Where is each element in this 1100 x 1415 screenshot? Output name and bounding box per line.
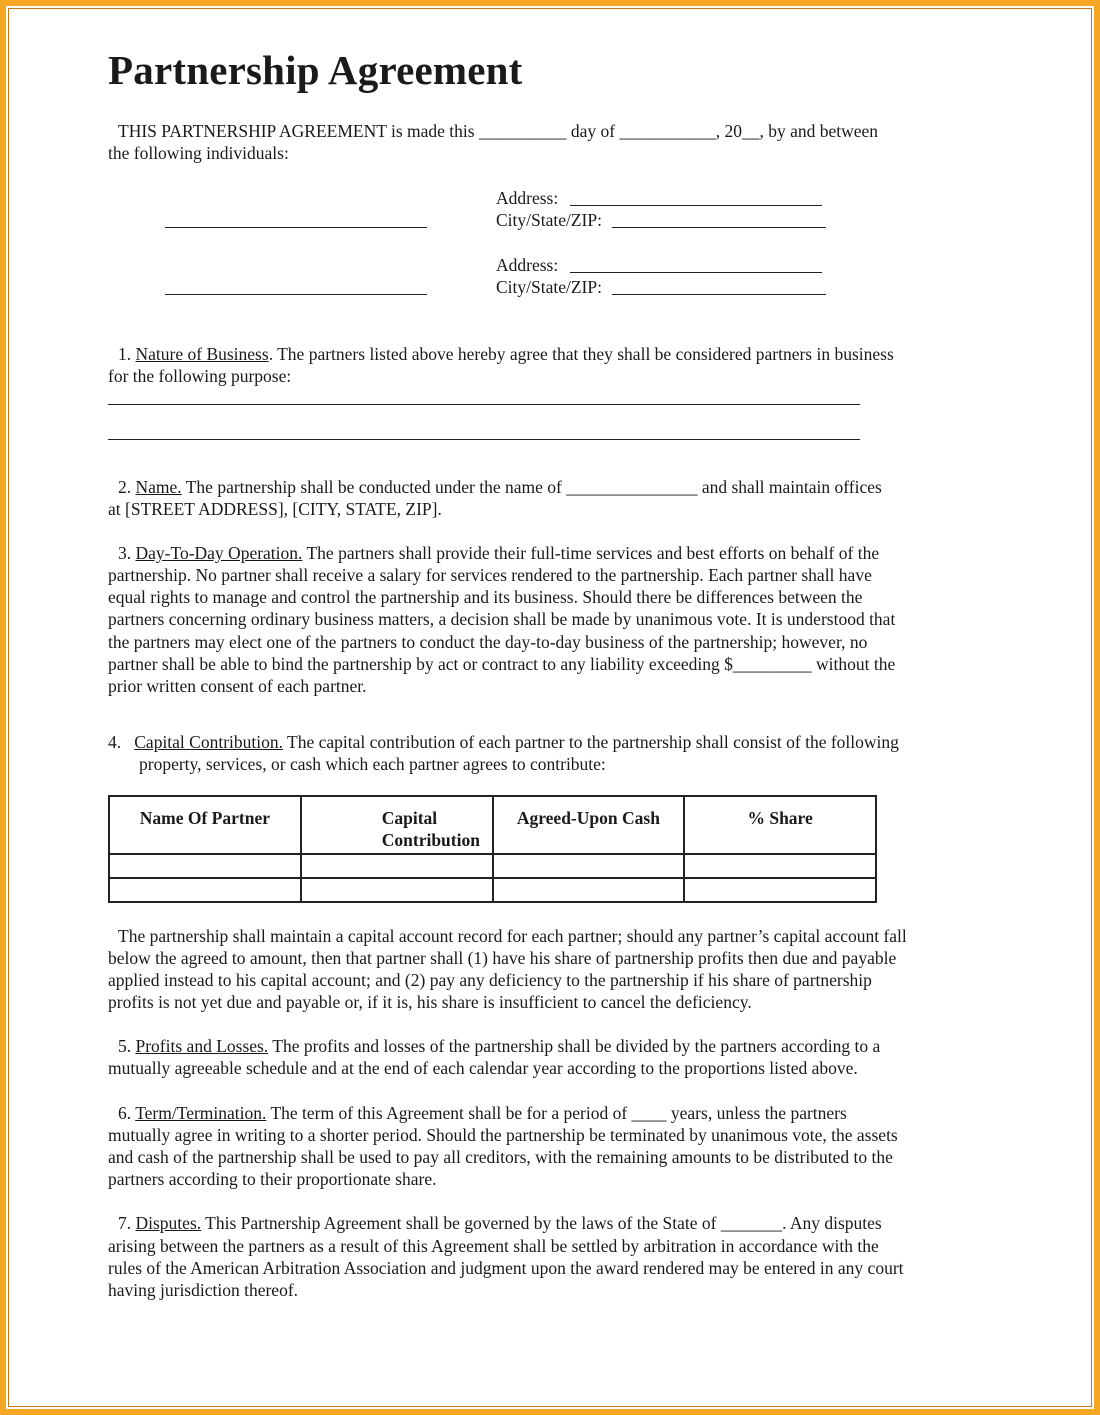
section-4-heading: Capital Contribution. [134, 732, 283, 752]
partner-2-address-label: Address: [496, 255, 559, 275]
section-3-line: equal rights to manage and control the partnership and its business. Should there be differences between the [108, 587, 863, 607]
section-2-line-2: at [STREET ADDRESS], [CITY, STATE, ZIP]. [108, 499, 442, 519]
section-6-text: The term of this Agreement shall be for a period of ____ years, unless the partners [266, 1103, 847, 1123]
section-7-heading: Disputes. [135, 1213, 202, 1233]
section-3-number: 3. [118, 543, 132, 563]
section-3-text: The partners shall provide their full-time services and best efforts on behalf of the [302, 543, 880, 563]
section-5-number: 5. [118, 1036, 132, 1056]
section-7-line: arising between the partners as a result of this Agreement shall be settled by arbitration in accordance with the [108, 1236, 879, 1256]
section-6-number: 6. [118, 1103, 132, 1123]
section-4-line-2: property, services, or cash which each partner agrees to contribute: [139, 754, 606, 774]
section-7-line: rules of the American Arbitration Association and judgment upon the award rendered may be entered in any court [108, 1258, 904, 1278]
section-2-number: 2. [118, 477, 132, 497]
table-row [109, 854, 876, 878]
capital-paragraph-line: applied instead to his capital account; and (2) pay any deficiency to the partnership if his share of partnership [108, 970, 872, 990]
partner-1-city-label: City/State/ZIP: [496, 210, 602, 230]
partner-2-city-line[interactable] [612, 294, 826, 295]
section-6-heading: Term/Termination. [135, 1103, 267, 1123]
section-7-number: 7. [118, 1213, 132, 1233]
section-4-text: The capital contribution of each partner to the partnership shall consist of the following [283, 732, 899, 752]
intro-line-2: the following individuals: [108, 143, 289, 163]
intro-line-1: THIS PARTNERSHIP AGREEMENT is made this __________ day of ___________, 20__, by and between [118, 121, 879, 141]
table-row [109, 878, 876, 902]
column-header-agreed-upon-cash: Agreed-Upon Cash [493, 796, 685, 854]
section-2-line-1 [118, 476, 882, 498]
section-7-line-1 [118, 1212, 882, 1234]
table-cell[interactable] [301, 854, 493, 878]
section-6-line: mutually agree in writing to a shorter period. Should the partnership be terminated by unanimous vote, the assets [108, 1125, 898, 1145]
table-cell[interactable] [301, 878, 493, 902]
section-6-line-1 [118, 1102, 847, 1124]
partner-2-name-line[interactable] [165, 294, 427, 295]
column-header-capital-contribution: Capital Contribution [301, 796, 493, 854]
section-5-line-1 [118, 1035, 880, 1057]
section-3-line: partner shall be able to bind the partnership by act or contract to any liability exceeding $_________ without the [108, 654, 896, 674]
section-3-line: partnership. No partner shall receive a salary for services rendered to the partnership. Each partner shall have [108, 565, 872, 585]
section-2-heading: Name. [135, 477, 182, 497]
section-4-number: 4. [108, 732, 122, 752]
page-title: Partnership Agreement [108, 47, 523, 93]
column-header-name-of-partner: Name Of Partner [109, 796, 301, 854]
section-1-line-1 [118, 343, 894, 365]
section-7-line: having jurisdiction thereof. [108, 1280, 299, 1300]
section-3-line: partners concerning ordinary business matters, a decision shall be made by unanimous vote. It is understood that [108, 609, 896, 629]
section-5-text: The profits and losses of the partnership shall be divided by the partners according to a [268, 1036, 881, 1056]
capital-paragraph-line: below the agreed to amount, then that partner shall (1) have his share of partnership profits then due and payable [108, 948, 897, 968]
section-4-line-1 [108, 731, 899, 753]
section-5-heading: Profits and Losses. [135, 1036, 269, 1056]
capital-paragraph-line: The partnership shall maintain a capital account record for each partner; should any partner’s capital account fall [118, 926, 907, 946]
section-1-heading: Nature of Business [135, 344, 269, 364]
table-cell[interactable] [493, 878, 685, 902]
purpose-line-2[interactable] [108, 439, 860, 440]
section-6-line: partners according to their proportionate share. [108, 1169, 437, 1189]
purpose-line-1[interactable] [108, 404, 860, 405]
column-header-percent-share: % Share [684, 796, 876, 854]
partner-2-address-line[interactable] [570, 272, 822, 273]
capital-paragraph-line: profits is not yet due and payable or, if it is, his share is insufficient to cancel the deficiency. [108, 992, 752, 1012]
table-cell[interactable] [684, 854, 876, 878]
table-cell[interactable] [109, 854, 301, 878]
section-1-line-2: for the following purpose: [108, 366, 292, 386]
partner-1-city-line[interactable] [612, 227, 826, 228]
table-cell[interactable] [109, 878, 301, 902]
partner-1-address-line[interactable] [570, 205, 822, 206]
section-5-line-2: mutually agreeable schedule and at the end of each calendar year according to the proportions listed above. [108, 1058, 858, 1078]
partner-2-city-label: City/State/ZIP: [496, 277, 602, 297]
section-1-number: 1. [118, 344, 132, 364]
partner-1-name-line[interactable] [165, 227, 427, 228]
section-2-text: The partnership shall be conducted under the name of _______________ and shall maintain offices [181, 477, 882, 497]
capital-contribution-table [108, 795, 877, 903]
table-cell[interactable] [684, 878, 876, 902]
table-header-row [109, 796, 876, 854]
section-3-line: the partners may elect one of the partners to conduct the day-to-day business of the partnership; however, no [108, 632, 868, 652]
section-3-line: prior written consent of each partner. [108, 676, 367, 696]
partner-1-address-label: Address: [496, 188, 559, 208]
section-7-text: This Partnership Agreement shall be governed by the laws of the State of _______. Any disputes [201, 1213, 882, 1233]
section-1-text: . The partners listed above hereby agree that they shall be considered partners in business [268, 344, 894, 364]
section-3-line-1 [118, 542, 879, 564]
section-3-heading: Day-To-Day Operation. [135, 543, 303, 563]
section-6-line: and cash of the partnership shall be used to pay all creditors, with the remaining amounts to be distributed to the [108, 1147, 893, 1167]
table-cell[interactable] [493, 854, 685, 878]
